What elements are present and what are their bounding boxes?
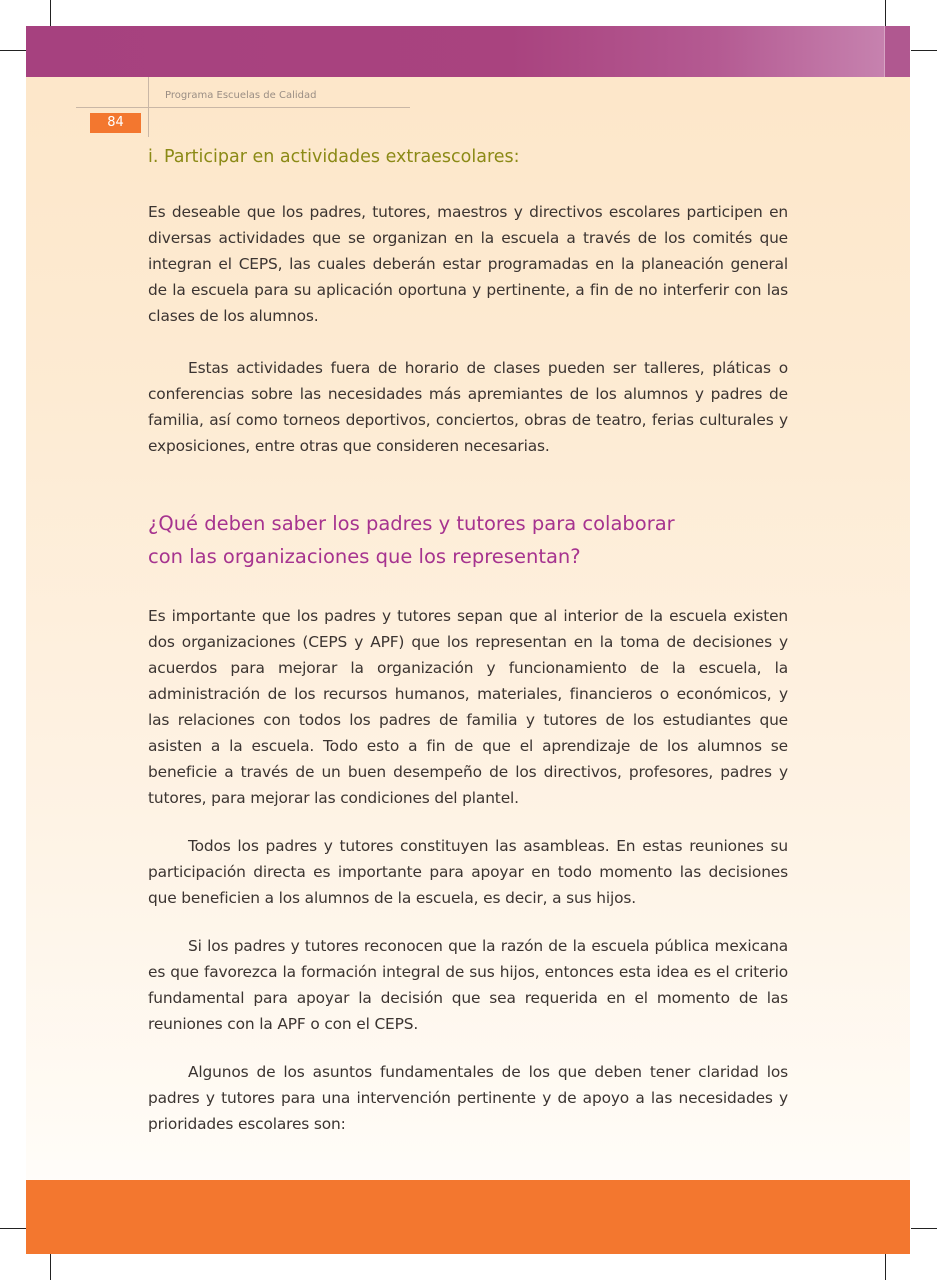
- section-title: i. Participar en actividades extraescolares:: [148, 147, 520, 167]
- crop-mark: [911, 1228, 937, 1229]
- question-heading-line: con las organizaciones que los representan?: [148, 545, 581, 568]
- crop-mark: [0, 50, 26, 51]
- paragraph: Es deseable que los padres, tutores, maestros y directivos escolares participen en diversas actividades que se organizan en la escuela a través de los comités que integran el CEPS, las cuales deberán estar programadas en la planeación general de la escuela para su aplicación oportuna y pertinente, a fin de no interferir con las clases de los alumnos.: [148, 203, 788, 325]
- crop-mark: [885, 0, 886, 26]
- paragraph: Todos los padres y tutores constituyen las asambleas. En estas reuniones su participación directa es importante para apoyar en todo momento las decisiones que beneficien a los alumnos de la escuela, es decir, a sus hijos.: [148, 837, 788, 907]
- paragraph: Algunos de los asuntos fundamentales de los que deben tener claridad los padres y tutores para una intervención pertinente y de apoyo a las necesidades y prioridades escolares son:: [148, 1063, 788, 1133]
- footer-band: [26, 1180, 910, 1254]
- page-content: [148, 142, 788, 1159]
- crop-mark: [0, 1228, 26, 1229]
- question-heading-line: ¿Qué deben saber los padres y tutores para colaborar: [148, 512, 675, 535]
- page-number: 84: [90, 113, 141, 133]
- header-horizontal-rule: [76, 107, 410, 108]
- crop-mark: [885, 1254, 886, 1280]
- document-page: [26, 26, 910, 1254]
- paragraph: Es importante que los padres y tutores sepan que al interior de la escuela existen dos organizaciones (CEPS y APF) que los representan en la toma de decisiones y acuerdos para mejorar la organización y funcionamiento de la escuela, la administración de los recursos humanos, materiales, financieros o económicos, y las relaciones con todos los padres de familia y tutores de los estudiantes que asisten a la escuela. Todo esto a fin de que el aprendizaje de los alumnos se beneficie a través de un buen desempeño de los directivos, profesores, padres y tutores, para mejorar las condiciones del plantel.: [148, 607, 788, 807]
- crop-mark: [50, 0, 51, 26]
- header-band: [26, 26, 910, 77]
- paragraph: Si los padres y tutores reconocen que la razón de la escuela pública mexicana es que favorezca la formación integral de sus hijos, entonces esta idea es el criterio fundamental para apoyar la decisión que sea requerida en el momento de las reuniones con la APF o con el CEPS.: [148, 937, 788, 1033]
- running-head: Programa Escuelas de Calidad: [165, 90, 317, 101]
- header-band-end: [884, 26, 910, 77]
- crop-mark: [50, 1254, 51, 1280]
- paragraph: Estas actividades fuera de horario de clases pueden ser talleres, pláticas o conferencias sobre las necesidades más apremiantes de los alumnos y padres de familia, así como torneos deportivos, conciertos, obras de teatro, ferias culturales y exposiciones, entre otras que consideren necesarias.: [148, 359, 788, 455]
- question-heading: [148, 507, 788, 573]
- crop-mark: [911, 50, 937, 51]
